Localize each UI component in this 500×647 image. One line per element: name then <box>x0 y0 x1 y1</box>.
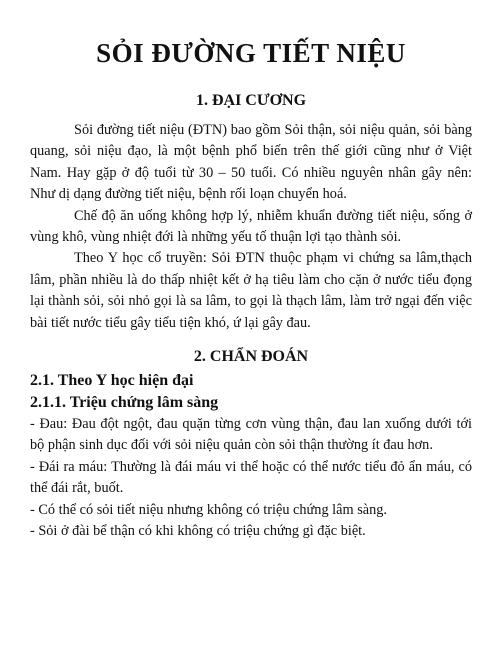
paragraph: Chế độ ăn uống không hợp lý, nhiễm khuẩn đường tiết niệu, sống ở vùng khô, vùng nhiệt đới là những yếu tố thuận lợi tạo thành sỏi. <box>30 207 472 246</box>
list-item: - Có thể có sỏi tiết niệu nhưng không có triệu chứng lâm sàng. <box>30 501 387 518</box>
list-item: - Đau: Đau đột ngột, đau quặn từng cơn vùng thận, đau lan xuống dưới tới bộ phận sinh dục đối với sỏi niệu quản còn sỏi thận thường ít đau hơn. <box>30 416 472 454</box>
subsection-heading: 2.1.1. Triệu chứng lâm sàng <box>30 394 219 412</box>
list-item: - Đái ra máu: Thường là đái máu vi thể hoặc có thể nước tiểu đỏ ẩn máu, có thể đái rắt, buốt. <box>30 458 472 497</box>
paragraph: Theo Y học cổ truyền: Sỏi ĐTN thuộc phạm vi chứng sa lâm,thạch lâm, phần nhiều là do thấp nhiệt kết ở hạ tiêu làm cho cặn ở nước tiểu đọng lại thành sỏi, sỏi nhỏ gọi là sa lâm, to gọi là thạch lâm, làm trở ngại đến việc bài tiết nước tiểu gây tiểu tiện khó, ứ lại gây đau. <box>30 250 472 331</box>
section-heading-general: 1. ĐẠI CƯƠNG <box>195 92 307 109</box>
subsection-heading: 2.1. Theo Y học hiện đại <box>30 372 194 390</box>
page-title: SỎI ĐƯỜNG TIẾT NIỆU <box>96 38 406 68</box>
section-heading-diagnosis: 2. CHẨN ĐOÁN <box>193 348 309 366</box>
paragraph: Sỏi đường tiết niệu (ĐTN) bao gồm Sỏi thận, sỏi niệu quản, sỏi bàng quang, sỏi niệu đạo, là một bệnh phổ biến trên thế giới cũng như ở Việt Nam. Hay gặp ở độ tuổi từ 30 – 50 tuổi. Có nhiều nguyên nhân gây nên: Như dị dạng đường tiết niệu, bệnh rối loạn chuyển hoá. <box>30 122 472 203</box>
list-item: - Sỏi ở đài bể thận có khi không có triệu chứng gì đặc biệt. <box>30 523 366 540</box>
